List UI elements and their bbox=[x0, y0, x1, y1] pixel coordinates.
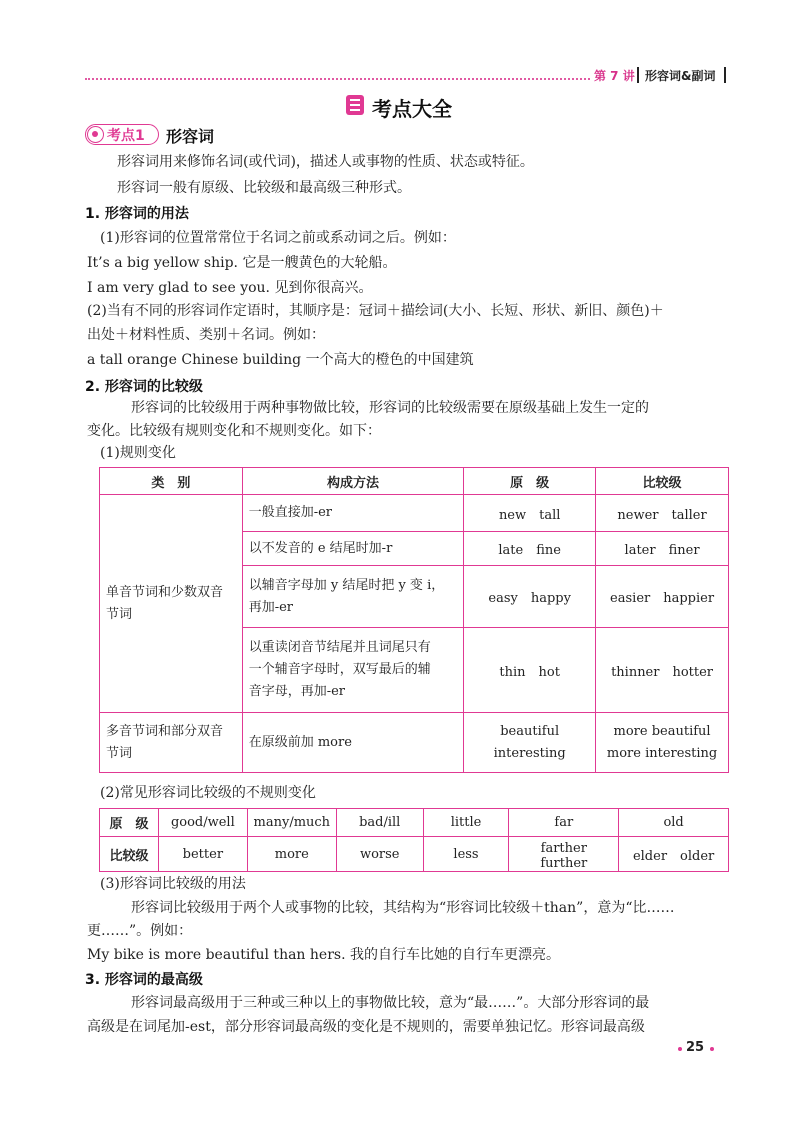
kaodian-title: 形容词 bbox=[166, 127, 215, 146]
comp-cell bbox=[596, 713, 729, 773]
category-line: 节词 bbox=[106, 606, 133, 622]
comp-cell bbox=[596, 532, 729, 566]
comp-line: more beautiful bbox=[613, 723, 711, 739]
heading-superlative: 3. 形容词的最高级 bbox=[85, 972, 203, 988]
comp-cell bbox=[596, 628, 729, 713]
base-cell bbox=[464, 628, 596, 713]
table-header-cell: 构成方法 bbox=[242, 468, 464, 495]
method-cell bbox=[242, 713, 464, 773]
comp-cell: less bbox=[423, 837, 509, 872]
superlative-line: 形容词最高级用于三种或三种以上的事物做比较，意为“最……”。大部分形容词的最 bbox=[131, 995, 650, 1011]
base-line: new tall bbox=[498, 507, 561, 523]
base-line: beautiful bbox=[500, 723, 560, 739]
intro-line: 形容词用来修饰名词(或代词)，描述人或事物的性质、状态或特征。 bbox=[117, 154, 534, 170]
table-header-row bbox=[100, 468, 729, 495]
base-line: late fine bbox=[498, 543, 561, 558]
irregular-title: (2)常见形容词比较级的不规则变化 bbox=[100, 785, 316, 801]
comp-cell: better bbox=[158, 837, 247, 872]
comp-cell: elder older bbox=[619, 837, 729, 872]
method-line: 一个辅音字母时，双写最后的辅 bbox=[248, 662, 431, 677]
comp-cell: more bbox=[247, 837, 336, 872]
comp-intro-line: 变化。比较级有规则变化和不规则变化。如下： bbox=[87, 423, 381, 439]
usage3-line: 形容词比较级用于两个人或事物的比较，其结构为“形容词比较级＋than”，意为“比…… bbox=[131, 900, 675, 916]
usage-line: 出处＋材料性质、类别＋名词。例如： bbox=[87, 327, 325, 343]
method-cell bbox=[242, 532, 464, 566]
method-line: 以辅音字母加 y 结尾时把 y 变 i， bbox=[248, 577, 445, 593]
regular-comparative-table bbox=[99, 467, 729, 773]
method-line: 一般直接加-er bbox=[248, 505, 333, 520]
usage-line: It’s a big yellow ship. 它是一艘黄色的大轮船。 bbox=[87, 255, 397, 271]
comp-cell: farther further bbox=[509, 837, 619, 872]
usage-line: a tall orange Chinese building 一个高大的橙色的中国建筑 bbox=[87, 352, 474, 368]
superlative-line: 高级是在词尾加-est，部分形容词最高级的变化是不规则的，需要单独记忆。形容词最高级 bbox=[87, 1019, 645, 1035]
irregular-comparative-table bbox=[99, 808, 729, 872]
comp-line: easier happier bbox=[610, 591, 715, 606]
base-cell bbox=[464, 532, 596, 566]
header-topic: 形容词&副词 bbox=[645, 69, 716, 83]
header-dotted-line bbox=[85, 78, 590, 80]
heading-comparative: 2. 形容词的比较级 bbox=[85, 379, 203, 395]
target-icon bbox=[87, 126, 104, 143]
usage-line: I am very glad to see you. 见到你很高兴。 bbox=[87, 280, 373, 296]
method-cell bbox=[242, 566, 464, 628]
row-label: 原 级 bbox=[100, 809, 159, 837]
notebook-icon bbox=[346, 95, 364, 115]
category-cell bbox=[100, 495, 243, 713]
comp-intro-line: (1)规则变化 bbox=[100, 445, 176, 461]
row-label: 比较级 bbox=[100, 837, 159, 872]
method-line: 以重读闭音节结尾并且词尾只有 bbox=[248, 640, 431, 655]
base-cell: bad/ill bbox=[336, 809, 423, 837]
comp-line: later finer bbox=[624, 543, 700, 558]
base-cell: good/well bbox=[158, 809, 247, 837]
base-line: thin hot bbox=[499, 664, 560, 680]
table-row bbox=[100, 809, 729, 837]
base-cell: old bbox=[619, 809, 729, 837]
header-divider bbox=[637, 67, 639, 83]
base-cell bbox=[464, 495, 596, 532]
usage3-line: 更……”。例如： bbox=[87, 923, 193, 939]
method-line: 在原级前加 more bbox=[248, 734, 352, 750]
header-divider bbox=[724, 67, 726, 83]
table-header-cell: 原 级 bbox=[464, 468, 596, 495]
page-dot bbox=[678, 1047, 682, 1051]
usage3-line: (3)形容词比较级的用法 bbox=[100, 876, 246, 892]
category-line: 节词 bbox=[106, 745, 133, 761]
section-title: 考点大全 bbox=[372, 97, 452, 121]
usage-line: (2)当有不同的形容词作定语时，其顺序是：冠词＋描绘词(大小、长短、形状、新旧、颜色)＋ bbox=[87, 303, 664, 319]
method-line: 再加-er bbox=[248, 599, 294, 615]
base-cell bbox=[464, 713, 596, 773]
base-line: interesting bbox=[493, 745, 566, 761]
base-cell: far bbox=[509, 809, 619, 837]
base-cell bbox=[464, 566, 596, 628]
kaodian-label: 考点1 bbox=[107, 128, 145, 144]
base-cell: little bbox=[423, 809, 509, 837]
comp-cell bbox=[596, 566, 729, 628]
comp-cell: worse bbox=[336, 837, 423, 872]
comp-line: thinner hotter bbox=[611, 664, 714, 680]
heading-usage: 1. 形容词的用法 bbox=[85, 206, 189, 222]
table-row bbox=[100, 837, 729, 872]
comp-cell bbox=[596, 495, 729, 532]
comp-line: newer taller bbox=[617, 507, 707, 523]
intro-line: 形容词一般有原级、比较级和最高级三种形式。 bbox=[117, 180, 411, 196]
method-line: 以不发音的 e 结尾时加-r bbox=[248, 540, 393, 556]
table-header-cell: 类 别 bbox=[100, 468, 243, 495]
comp-intro-line: 形容词的比较级用于两种事物做比较，形容词的比较级需要在原级基础上发生一定的 bbox=[131, 400, 649, 416]
base-line: easy happy bbox=[488, 591, 571, 606]
method-cell bbox=[242, 495, 464, 532]
base-cell: many/much bbox=[247, 809, 336, 837]
usage-line: (1)形容词的位置常常位于名词之前或系动词之后。例如： bbox=[100, 230, 456, 246]
category-line: 单音节词和少数双音 bbox=[106, 584, 224, 600]
comp-line: more interesting bbox=[606, 745, 718, 761]
method-line: 音字母，再加-er bbox=[248, 684, 346, 699]
category-cell bbox=[100, 713, 243, 773]
usage3-line: My bike is more beautiful than hers. 我的自行车比她的自行车更漂亮。 bbox=[87, 947, 560, 963]
table-header-cell: 比较级 bbox=[596, 468, 729, 495]
method-cell bbox=[242, 628, 464, 713]
table-row bbox=[100, 713, 729, 773]
page-dot bbox=[710, 1047, 714, 1051]
category-line: 多音节词和部分双音 bbox=[106, 723, 224, 739]
page-number: 25 bbox=[686, 1040, 705, 1055]
header-lesson: 第 7 讲 bbox=[594, 69, 635, 83]
table-row bbox=[100, 495, 729, 532]
